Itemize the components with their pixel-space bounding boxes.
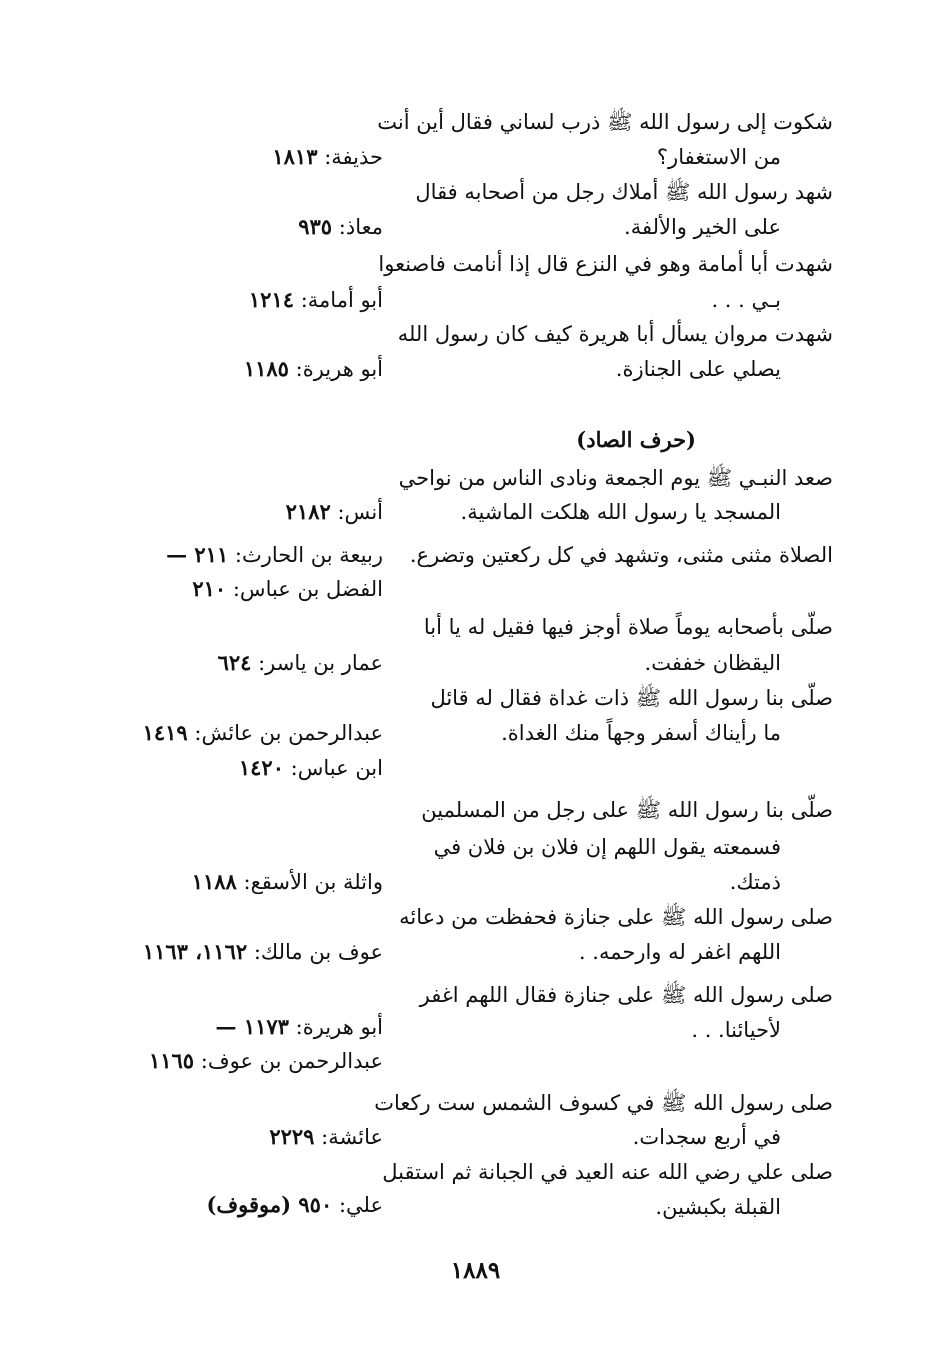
hadith-number: ٢٢٢٩: [269, 1124, 315, 1149]
narrator-ref: [286, 497, 383, 527]
hadith-number: ١١٧٣ —: [215, 1014, 289, 1039]
hadith-number: ١١٨٨: [191, 869, 237, 894]
narrator-name: أبو هريرة:: [295, 357, 383, 381]
page-number: ١٨٨٩: [450, 1257, 501, 1284]
hadith-number: ٩٣٥: [298, 214, 333, 239]
hadith-line: صلّى بنا رسول الله ﷺ ذات غداة فقال له قائل: [430, 686, 833, 710]
hadith-line: شهد رسول الله ﷺ أملاك رجل من أصحابه فقال: [415, 180, 833, 204]
hadith-number: ١١٦٥: [148, 1048, 195, 1073]
hadith-line: بـي . . .: [711, 288, 781, 312]
narrator-name: معاذ:: [338, 215, 383, 239]
narrator-name: علي:: [338, 1193, 383, 1217]
narrator-ref: [206, 1190, 383, 1220]
hadith-number: ١٤٢٠: [238, 755, 284, 780]
hadith-line: على الخير والألفة.: [624, 215, 781, 239]
narrator-ref: [298, 212, 383, 242]
hadith-line: شهدت مروان يسأل أبا هريرة كيف كان رسول الله: [397, 322, 833, 346]
hadith-line: صلّى بنا رسول الله ﷺ على رجل من المسلمين: [421, 798, 833, 822]
hadith-number: ٩٥٠ (موقوف): [206, 1192, 333, 1217]
hadith-line: يصلي على الجنازة.: [615, 357, 781, 381]
hadith-line: القبلة بكبشين.: [655, 1195, 781, 1219]
hadith-line: فسمعته يقول اللهم إن فلان بن فلان في: [433, 835, 781, 859]
hadith-number: ١٤١٩: [142, 720, 188, 745]
narrator-name: ربيعة بن الحارث:: [234, 543, 383, 567]
hadith-number: ١٨١٣: [272, 144, 318, 169]
narrator-ref: [192, 574, 383, 604]
narrator-ref: [272, 142, 383, 172]
narrator-ref: [192, 867, 383, 897]
hadith-number: ١١٨٥: [243, 356, 289, 381]
hadith-line: ذمتك.: [729, 870, 781, 894]
narrator-name: عائشة:: [321, 1125, 383, 1149]
hadith-line: صلّى بأصحابه يوماً صلاة أوجز فيها فقيل له يا أبا: [423, 615, 833, 639]
hadith-line: صلى رسول الله ﷺ على جنازة فقال اللهم اغفر: [419, 983, 833, 1007]
hadith-line: اللهم اغفر له وارحمه. .: [578, 940, 781, 964]
narrator-name: عبدالرحمن بن عائش:: [194, 721, 383, 745]
narrator-ref: [143, 937, 383, 967]
hadith-line: صلى علي رضي الله عنه العيد في الجبانة ثم استقبل: [382, 1160, 833, 1184]
narrator-name: عوف بن مالك:: [253, 940, 383, 964]
narrator-ref: [239, 753, 383, 783]
narrator-name: أنس:: [337, 500, 383, 524]
section-heading: (حرف الصاد): [576, 427, 696, 452]
hadith-line: اليقظان خففت.: [644, 651, 781, 675]
hadith-number: ٢١١ —: [166, 542, 229, 567]
hadith-line: شكوت إلى رسول الله ﷺ ذرب لساني فقال أين أنت: [377, 110, 833, 134]
hadith-number: ٢١٨٢: [285, 499, 331, 524]
narrator-ref: [249, 285, 383, 315]
narrator-ref: [149, 1046, 383, 1076]
narrator-ref: [143, 718, 383, 748]
narrator-name: أبو أمامة:: [300, 288, 383, 312]
hadith-number: ١١٦٢، ١١٦٣: [142, 939, 248, 964]
narrator-name: واثلة بن الأسقع:: [243, 870, 383, 894]
hadith-line: صعد النبـي ﷺ يوم الجمعة ونادى الناس من نواحي: [398, 466, 833, 490]
hadith-line: ما رأيناك أسفر وجهاً منك الغداة.: [501, 721, 781, 745]
hadith-line: لأحيائنا. . .: [691, 1018, 781, 1042]
narrator-name: الفضل بن عباس:: [232, 577, 383, 601]
hadith-number: ١٢١٤: [248, 287, 295, 312]
narrator-name: عبدالرحمن بن عوف:: [200, 1049, 383, 1073]
hadith-number: ٢١٠: [192, 576, 227, 601]
hadith-line: شهدت أبا أمامة وهو في النزع قال إذا أنامت فاصنعوا: [378, 252, 833, 276]
narrator-name: حذيفة:: [324, 145, 383, 169]
hadith-line: في أربع سجدات.: [632, 1125, 781, 1149]
hadith-line: من الاستغفار؟: [656, 145, 781, 169]
hadith-line: صلى رسول الله ﷺ على جنازة فحفظت من دعائه: [399, 905, 833, 929]
narrator-name: أبو هريرة:: [295, 1015, 383, 1039]
narrator-name: عمار بن ياسر:: [258, 651, 383, 675]
hadith-line: المسجد يا رسول الله هلكت الماشية.: [460, 500, 781, 524]
narrator-ref: [166, 540, 383, 570]
narrator-ref: [269, 1122, 383, 1152]
narrator-ref: [244, 354, 383, 384]
narrator-ref: [218, 648, 383, 678]
hadith-line: صلى رسول الله ﷺ في كسوف الشمس ست ركعات: [374, 1091, 833, 1115]
narrator-ref: [216, 1012, 384, 1042]
narrator-name: ابن عباس:: [290, 756, 383, 780]
hadith-number: ٦٢٤: [217, 650, 252, 675]
hadith-line: الصلاة مثنى مثنى، وتشهد في كل ركعتين وتضرع.: [409, 543, 833, 567]
